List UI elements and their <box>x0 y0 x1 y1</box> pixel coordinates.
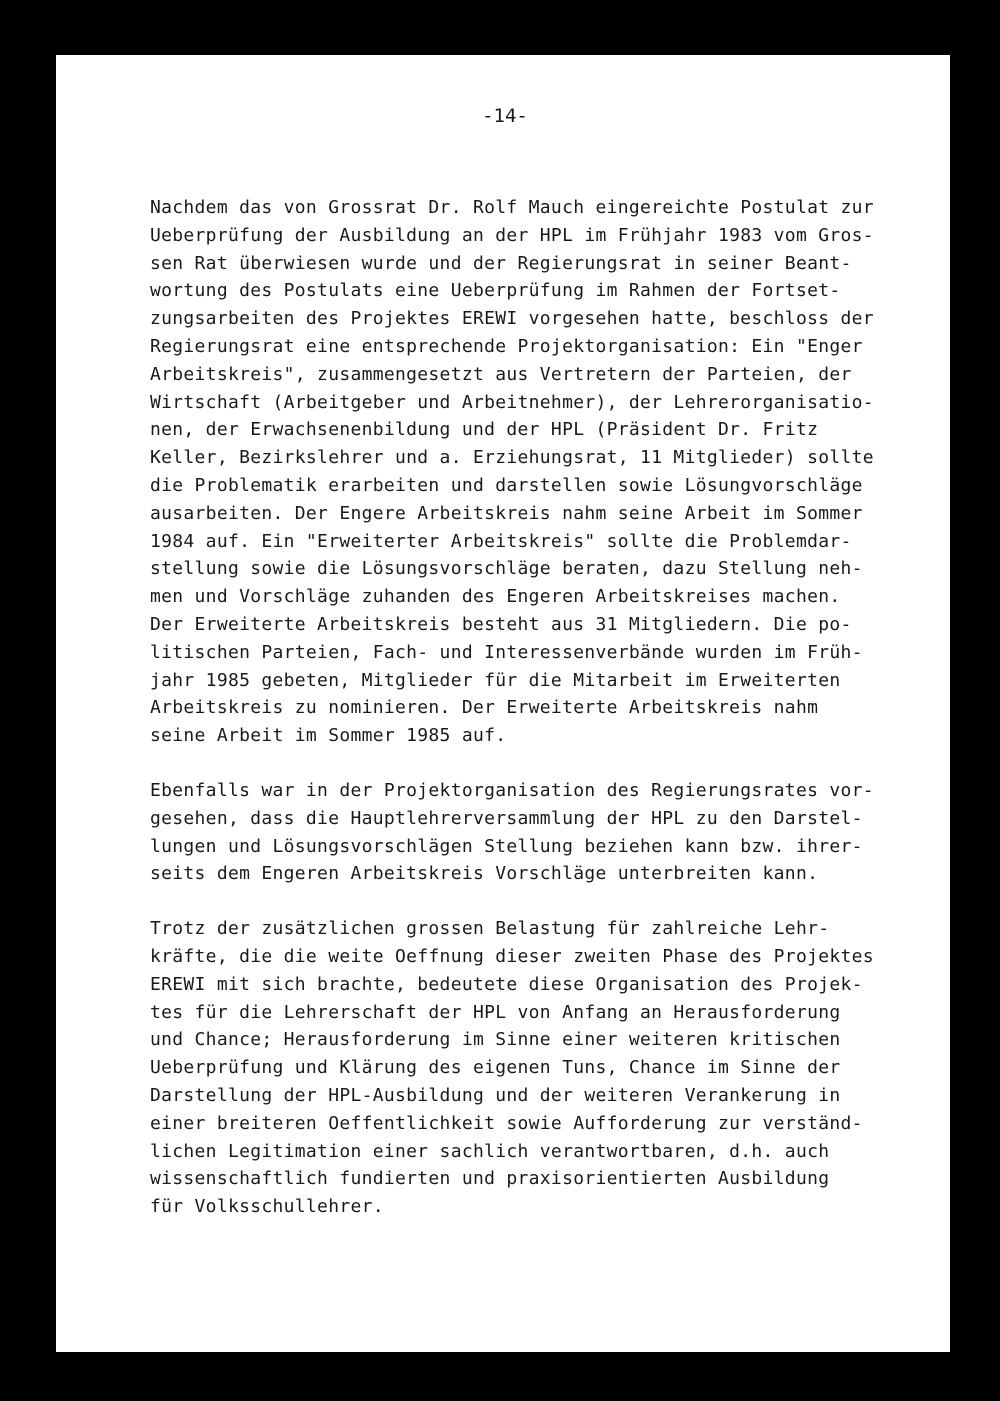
text-line: Regierungsrat eine entsprechende Projektorganisation: Ein "Enger <box>150 335 863 357</box>
text-line: lichen Legitimation einer sachlich verantwortbaren, d.h. auch <box>150 1140 830 1162</box>
text-line: Ueberprüfung der Ausbildung an der HPL im Frühjahr 1983 vom Gros- <box>150 224 874 246</box>
paragraph <box>150 915 910 1221</box>
text-line: Keller, Bezirkslehrer und a. Erziehungsrat, 11 Mitglieder) sollte <box>150 447 874 469</box>
text-line: Der Erweiterte Arbeitskreis besteht aus 31 Mitgliedern. Die po- <box>150 613 852 635</box>
text-line: sen Rat überwiesen wurde und der Regierungsrat in seiner Beant- <box>150 252 852 274</box>
text-line: und Chance; Herausforderung im Sinne einer weiteren kritischen <box>150 1029 841 1051</box>
text-line: litischen Parteien, Fach- und Interessenverbände wurden im Früh- <box>150 641 863 663</box>
text-line: ausarbeiten. Der Engere Arbeitskreis nahm seine Arbeit im Sommer <box>150 502 863 524</box>
text-line: lungen und Lösungsvorschlägen Stellung beziehen kann bzw. ihrer- <box>150 835 863 857</box>
text-line: men und Vorschläge zuhanden des Engeren Arbeitskreises machen. <box>150 586 841 608</box>
text-line: jahr 1985 gebeten, Mitglieder für die Mitarbeit im Erweiterten <box>150 669 841 691</box>
text-line: EREWI mit sich brachte, bedeutete diese Organisation des Projek- <box>150 973 863 995</box>
text-line: nen, der Erwachsenenbildung und der HPL (Präsident Dr. Fritz <box>150 419 819 441</box>
text-line: einer breiteren Oeffentlichkeit sowie Aufforderung zur verständ- <box>150 1112 863 1134</box>
paragraph <box>150 777 910 888</box>
text-line: tes für die Lehrerschaft der HPL von Anfang an Herausforderung <box>150 1001 841 1023</box>
text-line: zungsarbeiten des Projektes EREWI vorgesehen hatte, beschloss der <box>150 308 874 330</box>
document-page <box>56 55 950 1352</box>
text-line: wissenschaftlich fundierten und praxisorientierten Ausbildung <box>150 1168 830 1190</box>
text-line: Trotz der zusätzlichen grossen Belastung für zahlreiche Lehr- <box>150 918 830 940</box>
text-line: Wirtschaft (Arbeitgeber und Arbeitnehmer), der Lehrerorganisatio- <box>150 391 874 413</box>
text-line: 1984 auf. Ein "Erweiterter Arbeitskreis" sollte die Problemdar- <box>150 530 852 552</box>
text-line: für Volksschullehrer. <box>150 1196 384 1218</box>
page-number: -14- <box>482 105 528 127</box>
text-line: wortung des Postulats eine Ueberprüfung im Rahmen der Fortset- <box>150 280 841 302</box>
text-line: Nachdem das von Grossrat Dr. Rolf Mauch eingereichte Postulat zur <box>150 197 874 218</box>
text-line: Arbeitskreis", zusammengesetzt aus Vertretern der Parteien, der <box>150 363 852 385</box>
text-line: die Problematik erarbeiten und darstellen sowie Lösungvorschläge <box>150 474 863 496</box>
text-line: Ueberprüfung und Klärung des eigenen Tuns, Chance im Sinne der <box>150 1057 841 1079</box>
text-line: stellung sowie die Lösungsvorschläge beraten, dazu Stellung neh- <box>150 558 863 580</box>
document-body <box>150 194 910 1248</box>
text-line: Ebenfalls war in der Projektorganisation des Regierungsrates vor- <box>150 779 874 801</box>
text-line: Arbeitskreis zu nominieren. Der Erweiterte Arbeitskreis nahm <box>150 697 819 719</box>
text-line: seits dem Engeren Arbeitskreis Vorschläge unterbreiten kann. <box>150 863 819 885</box>
text-line: gesehen, dass die Hauptlehrerversammlung der HPL zu den Darstel- <box>150 807 863 829</box>
text-line: seine Arbeit im Sommer 1985 auf. <box>150 725 507 747</box>
text-line: Darstellung der HPL-Ausbildung und der weiteren Verankerung in <box>150 1084 841 1106</box>
text-line: kräfte, die die weite Oeffnung dieser zweiten Phase des Projektes <box>150 945 874 967</box>
paragraph <box>150 194 910 750</box>
